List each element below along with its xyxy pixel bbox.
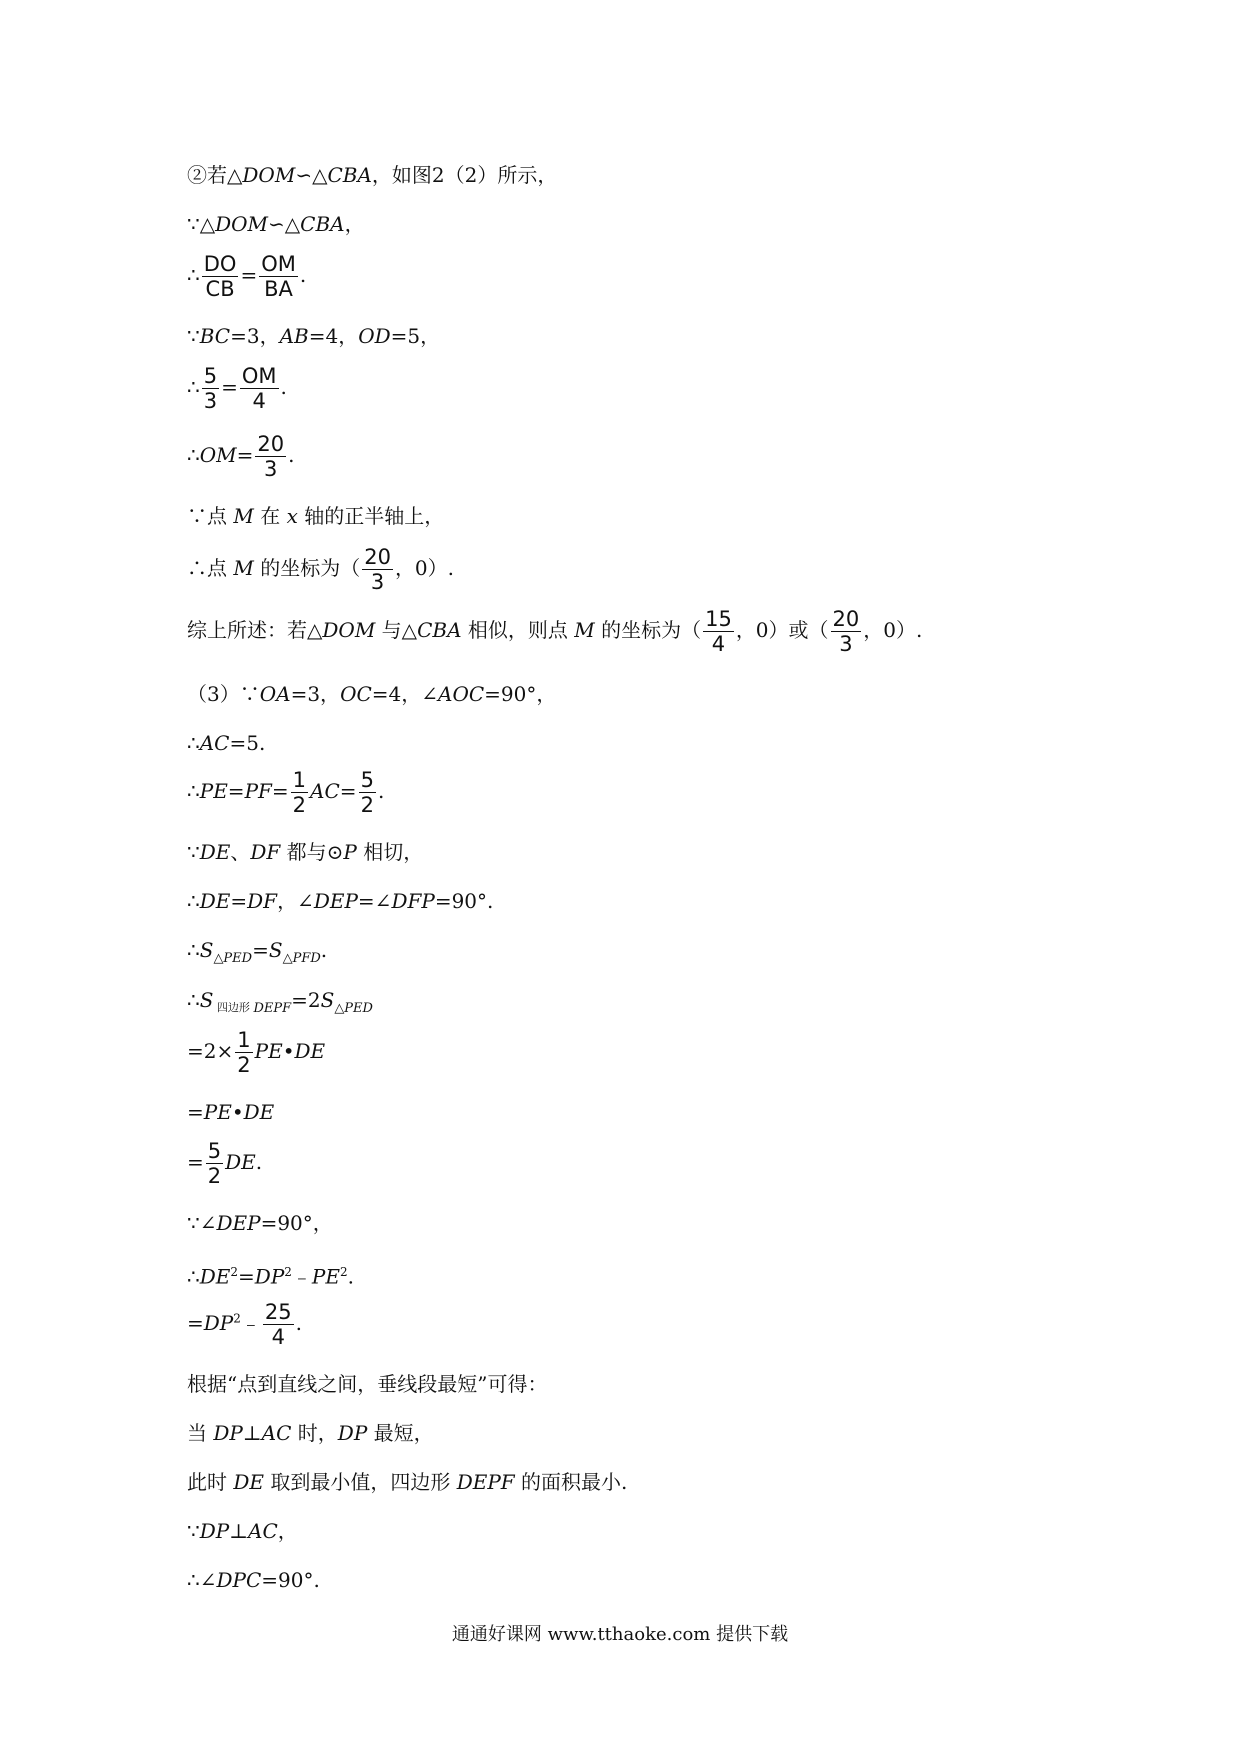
- text: DP: [213, 1421, 243, 1445]
- text: .: [288, 443, 295, 467]
- text: =3，: [230, 324, 280, 348]
- text: =: [252, 938, 269, 962]
- line-5: [187, 364, 287, 413]
- text: .: [320, 938, 328, 962]
- text: 的坐标为（: [594, 618, 702, 642]
- text: 此时: [187, 1470, 234, 1494]
- text: =4，∠: [371, 682, 439, 706]
- text: OD: [358, 324, 391, 348]
- text: =90°.: [261, 1568, 320, 1592]
- text: ∴: [187, 889, 200, 913]
- fraction: [263, 1300, 294, 1349]
- text: =: [227, 779, 245, 803]
- numerator: 15: [705, 607, 732, 631]
- text: ，0）或（: [735, 618, 829, 642]
- fraction: [291, 768, 308, 817]
- page-footer: 通通好课网 www.tthaoke.com 提供下载: [451, 1624, 789, 1645]
- text: .: [255, 1150, 263, 1174]
- numerator: 20: [364, 545, 391, 569]
- text: AC: [248, 1519, 278, 1543]
- text: PE: [203, 1100, 232, 1124]
- text: =: [187, 1150, 204, 1174]
- text: .: [377, 779, 385, 803]
- fraction: [703, 607, 734, 656]
- line-11: [187, 729, 265, 757]
- line-4: [187, 322, 440, 350]
- subscript: 四边形: [213, 1001, 254, 1014]
- text: =: [240, 263, 258, 287]
- text: ∴: [187, 263, 200, 287]
- denominator: 2: [292, 793, 307, 817]
- text: ∽△: [295, 163, 328, 187]
- numerator: 5: [360, 768, 374, 792]
- text: DOM: [215, 212, 269, 236]
- subscript: △PFD: [282, 951, 321, 966]
- text: .: [299, 263, 307, 287]
- text: M: [574, 618, 595, 642]
- line-7: [187, 502, 444, 530]
- text: DE: [225, 1150, 256, 1174]
- line-13: [187, 838, 423, 866]
- text: AC: [199, 731, 230, 755]
- denominator: 3: [839, 632, 853, 656]
- denominator: 4: [271, 1325, 285, 1349]
- text: 当: [187, 1421, 214, 1445]
- numerator: 1: [292, 768, 307, 792]
- text: DF: [250, 840, 281, 864]
- text: 的面积最小.: [514, 1470, 628, 1494]
- text: PE: [199, 779, 228, 803]
- denominator: BA: [264, 277, 293, 301]
- text: ∵△: [187, 212, 216, 236]
- text: ∵: [187, 840, 200, 864]
- denominator: 3: [264, 457, 278, 481]
- line-14: [187, 887, 493, 915]
- text: =: [187, 1311, 204, 1335]
- text: 都与⊙: [280, 840, 344, 864]
- text: 最短，: [367, 1421, 434, 1445]
- text: =3，: [290, 682, 341, 706]
- text: AC: [310, 779, 340, 803]
- text: （3）∵: [187, 682, 260, 706]
- text: ∽△: [268, 212, 301, 236]
- text: S: [320, 988, 335, 1012]
- line-26: [187, 1517, 298, 1545]
- text: S: [199, 938, 214, 962]
- text: ∴点: [187, 556, 234, 580]
- subscript: DEPF: [253, 1001, 292, 1016]
- text: =: [230, 889, 248, 913]
- numerator: 25: [264, 1300, 292, 1324]
- text: 在: [253, 504, 287, 528]
- superscript: 2: [284, 1265, 292, 1279]
- text: S: [268, 938, 283, 962]
- text: AC: [261, 1421, 292, 1445]
- text: 根据“点到直线之间，垂线段最短”可得：: [187, 1372, 548, 1396]
- text: ②若△: [187, 163, 243, 187]
- text: =: [238, 1264, 255, 1289]
- line-24: [187, 1419, 434, 1447]
- fraction: [235, 1028, 252, 1077]
- superscript: 2: [233, 1311, 241, 1326]
- line-25: [187, 1468, 627, 1496]
- text: ﹣: [240, 1311, 261, 1335]
- text: .: [347, 1264, 354, 1289]
- text: S: [199, 988, 214, 1012]
- text: ，0）.: [394, 556, 455, 580]
- fraction: [202, 364, 219, 413]
- text: DE: [199, 889, 231, 913]
- text: ∵点: [187, 504, 234, 528]
- text: DP: [199, 1519, 230, 1543]
- text: ，∠: [277, 889, 314, 913]
- text: ∴∠: [187, 1568, 217, 1592]
- text: 取到最小值，四边形: [264, 1470, 457, 1494]
- text: AOC: [438, 682, 485, 706]
- text: ，: [277, 1519, 298, 1543]
- text: ⊥: [242, 1421, 262, 1445]
- fraction: [240, 364, 279, 413]
- line-3: [187, 252, 306, 301]
- line-23: [187, 1370, 547, 1398]
- text: 综上所述：若△: [187, 618, 323, 642]
- text: ∴: [187, 731, 200, 755]
- text: ∴: [187, 1264, 200, 1289]
- line-9: [187, 607, 922, 656]
- text: DEP: [313, 889, 358, 913]
- text: M: [233, 556, 254, 580]
- text: DOM: [322, 618, 376, 642]
- numerator: 20: [832, 607, 860, 631]
- text: DP: [203, 1311, 234, 1335]
- line-2: [187, 210, 365, 238]
- text: =: [339, 779, 357, 803]
- numerator: 20: [257, 432, 285, 456]
- numerator: 1: [237, 1028, 251, 1052]
- text: PF: [244, 779, 272, 803]
- text: =2×: [187, 1039, 234, 1063]
- line-10: [187, 680, 556, 708]
- denominator: 3: [370, 570, 385, 594]
- text: =: [187, 1100, 204, 1124]
- text: BC: [199, 324, 231, 348]
- line-21: [187, 1258, 354, 1291]
- text: •: [282, 1039, 295, 1063]
- subscript: △PED: [334, 1001, 373, 1016]
- text: =: [271, 779, 289, 803]
- denominator: 2: [207, 1164, 222, 1188]
- superscript: 2: [230, 1265, 239, 1279]
- text: AB: [279, 324, 309, 348]
- line-17: [187, 1028, 325, 1077]
- text: PE: [254, 1039, 283, 1063]
- denominator: CB: [205, 277, 235, 301]
- text: OC: [340, 682, 372, 706]
- text: CBA: [300, 212, 345, 236]
- text: 轴的正半轴上，: [297, 504, 445, 528]
- text: ∴: [187, 988, 200, 1012]
- denominator: 4: [252, 389, 266, 413]
- text: .: [295, 1311, 302, 1335]
- text: •: [231, 1100, 244, 1124]
- line-1: [187, 161, 557, 189]
- text: 相切，: [356, 840, 424, 864]
- numerator: DO: [203, 252, 237, 276]
- line-27: [187, 1566, 320, 1594]
- text: DP: [254, 1264, 285, 1289]
- text: CBA: [327, 163, 372, 187]
- fraction: [359, 768, 376, 817]
- text: DE: [294, 1039, 326, 1063]
- text: x: [286, 504, 298, 528]
- text: =: [221, 375, 238, 399]
- text: =: [236, 443, 254, 467]
- fraction: [255, 432, 286, 481]
- text: ∴: [187, 779, 200, 803]
- text: =90°.: [434, 889, 494, 913]
- line-15: [187, 936, 327, 973]
- line-6: [187, 432, 294, 481]
- numerator: 5: [207, 1139, 222, 1163]
- fraction: [202, 252, 239, 301]
- text: ∴: [187, 443, 200, 467]
- text: ⊥: [229, 1519, 249, 1543]
- text: =5.: [229, 731, 266, 755]
- fraction: [831, 607, 862, 656]
- subscript: △PED: [213, 951, 253, 966]
- text: 的坐标为（: [253, 556, 361, 580]
- text: P: [343, 840, 357, 864]
- text: ，: [344, 212, 365, 236]
- superscript: 2: [339, 1265, 348, 1279]
- text: OA: [259, 682, 291, 706]
- text: DE: [199, 840, 231, 864]
- line-8: [187, 545, 454, 594]
- text: DEPF: [456, 1470, 515, 1494]
- text: 与△: [375, 618, 418, 642]
- text: DE: [199, 1264, 231, 1289]
- denominator: 2: [360, 793, 374, 817]
- text: 、: [230, 840, 251, 864]
- line-18: [187, 1098, 274, 1126]
- text: 相似，则点: [461, 618, 575, 642]
- text: =90°，: [260, 1211, 333, 1235]
- text: =2: [291, 988, 321, 1012]
- denominator: 3: [203, 389, 218, 413]
- fraction: [259, 252, 298, 301]
- fraction: [206, 1139, 223, 1188]
- text: ∵: [187, 1519, 200, 1543]
- line-16: [187, 986, 373, 1023]
- fraction: [362, 545, 393, 594]
- denominator: 4: [711, 632, 726, 656]
- text: DF: [247, 889, 278, 913]
- text: .: [280, 375, 287, 399]
- line-19: [187, 1139, 262, 1188]
- line-22: [187, 1300, 302, 1349]
- text: DOM: [242, 163, 296, 187]
- numerator: 5: [203, 364, 218, 388]
- text: ∴: [187, 375, 200, 399]
- text: =5，: [390, 324, 441, 348]
- denominator: 2: [237, 1053, 251, 1077]
- text: 时，: [291, 1421, 338, 1445]
- text: DP: [337, 1421, 368, 1445]
- text: ，0）.: [863, 618, 923, 642]
- text: ﹣: [291, 1264, 312, 1289]
- text: ，如图2（2）所示，: [371, 163, 558, 187]
- text: DE: [243, 1100, 275, 1124]
- text: DE: [233, 1470, 264, 1494]
- text: OM: [199, 443, 237, 467]
- text: DEP: [216, 1211, 261, 1235]
- numerator: OM: [241, 364, 277, 388]
- text: ∵: [187, 324, 200, 348]
- text: ∴: [187, 938, 200, 962]
- text: DFP: [391, 889, 435, 913]
- text: DPC: [216, 1568, 262, 1592]
- text: PE: [311, 1264, 340, 1289]
- text: ∵∠: [187, 1211, 217, 1235]
- text: CBA: [417, 618, 462, 642]
- text: =90°，: [484, 682, 557, 706]
- text: M: [233, 504, 254, 528]
- line-12: [187, 768, 384, 817]
- numerator: OM: [261, 252, 296, 276]
- line-20: [187, 1209, 333, 1237]
- text: =∠: [357, 889, 392, 913]
- text: =4，: [308, 324, 359, 348]
